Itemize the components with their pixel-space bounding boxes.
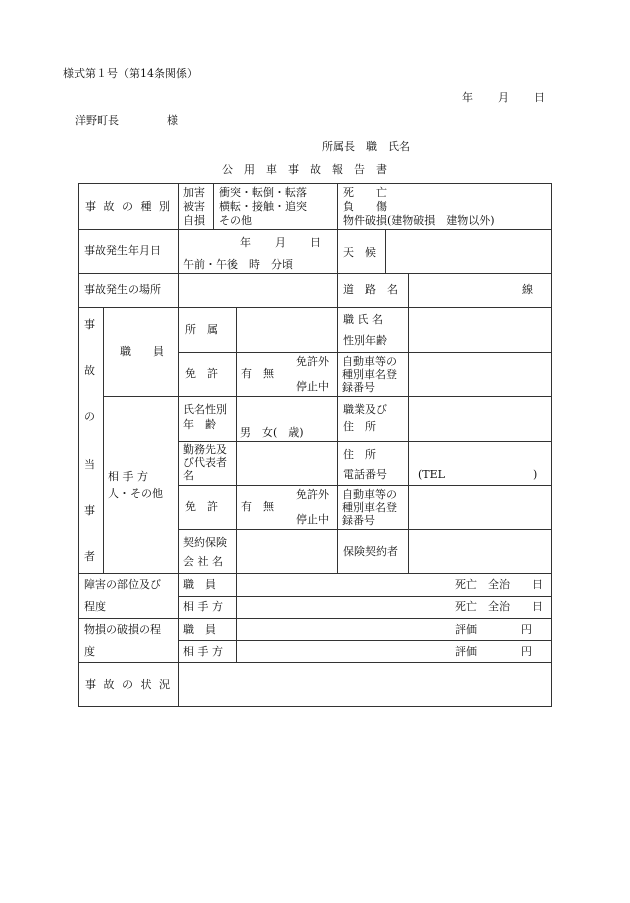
insurance-company-label: 会 社 名 bbox=[183, 555, 223, 568]
staff-license-exempt: 免許外 bbox=[296, 355, 329, 368]
parties-label-char: 事 bbox=[84, 504, 95, 517]
parties-label-char: 事 bbox=[84, 318, 95, 331]
road-suffix: 線 bbox=[522, 283, 533, 296]
injury-other-label: 相 手 方 bbox=[183, 600, 223, 613]
other-vehicle-label: 種別車名登 bbox=[342, 501, 397, 514]
staff-license-label: 免 許 bbox=[185, 367, 218, 380]
accident-time: 午前・午後 時 分頃 bbox=[183, 258, 293, 271]
row-divider bbox=[78, 573, 552, 574]
category-self: 自損 bbox=[183, 214, 205, 227]
column-divider bbox=[236, 573, 237, 662]
form-title: 公 用 車 事 故 報 告 書 bbox=[222, 163, 387, 176]
form-number: 様式第１号（第14条関係） bbox=[63, 67, 198, 80]
damage-label: 物損の破損の程 bbox=[84, 623, 161, 636]
result-injury: 負 傷 bbox=[343, 200, 387, 213]
row-divider bbox=[78, 618, 552, 619]
staff-label: 職 員 bbox=[120, 345, 164, 358]
parties-label-char: 故 bbox=[84, 364, 95, 377]
column-divider bbox=[178, 183, 179, 707]
column-divider bbox=[408, 273, 409, 573]
row-divider bbox=[78, 307, 552, 308]
signer-line: 所属長 職 氏名 bbox=[322, 140, 410, 153]
other-occupation-label: 職業及び bbox=[343, 403, 387, 416]
other-residence-label: 住 所 bbox=[343, 448, 376, 461]
other-party-label: 相 手 方 bbox=[108, 470, 148, 483]
staff-name-label: 職 氏 名 bbox=[343, 313, 383, 326]
other-vehicle-label: 録番号 bbox=[342, 514, 375, 527]
column-divider bbox=[337, 183, 338, 273]
accident-year: 年 bbox=[240, 236, 251, 249]
column-divider bbox=[236, 396, 237, 573]
other-workplace-label: び代表者 bbox=[183, 456, 227, 469]
other-address-label: 住 所 bbox=[343, 420, 376, 433]
injury-staff-note: 死亡 全治 日 bbox=[455, 578, 543, 591]
other-name-label: 氏名性別 bbox=[183, 403, 227, 416]
injury-staff-label: 職 員 bbox=[183, 578, 216, 591]
row-divider bbox=[178, 529, 552, 530]
situation-label: 事 故 の 状 況 bbox=[85, 678, 172, 691]
date-label: 事故発生年月日 bbox=[84, 244, 161, 257]
column-divider bbox=[236, 307, 237, 396]
category-harm: 加害 bbox=[183, 186, 205, 199]
column-divider bbox=[337, 273, 338, 573]
damage-staff-label: 職 員 bbox=[183, 623, 216, 636]
result-death: 死 亡 bbox=[343, 186, 387, 199]
staff-license-suspended: 停止中 bbox=[296, 380, 329, 393]
staff-affiliation-label: 所 属 bbox=[185, 323, 218, 336]
type-rollover: 横転・接触・追突 bbox=[219, 200, 307, 213]
injury-label: 障害の部位及び bbox=[84, 578, 161, 591]
parties-label-char: 者 bbox=[84, 550, 95, 563]
other-sex-age-value: 男 女( 歳) bbox=[240, 426, 304, 439]
date-month: 月 bbox=[498, 91, 509, 104]
column-divider bbox=[385, 229, 386, 273]
addressee-suffix: 様 bbox=[167, 114, 178, 127]
row-divider bbox=[178, 352, 552, 353]
other-age-label: 年 齢 bbox=[183, 418, 216, 431]
weather-label: 天 候 bbox=[343, 246, 376, 259]
row-divider bbox=[78, 273, 552, 274]
parties-label-char: の bbox=[84, 410, 95, 423]
staff-vehicle-label: 録番号 bbox=[342, 381, 375, 394]
type-other: その他 bbox=[219, 214, 252, 227]
staff-vehicle-label: 自動車等の bbox=[342, 355, 397, 368]
staff-license-yes-no: 有 無 bbox=[241, 367, 274, 380]
damage-staff-note: 評価 円 bbox=[455, 623, 532, 636]
other-license-suspended: 停止中 bbox=[296, 513, 329, 526]
damage-label: 度 bbox=[84, 645, 95, 658]
other-phone-label: 電話番号 bbox=[343, 468, 387, 481]
accident-type-label: 事 故 の 種 別 bbox=[85, 200, 172, 213]
parties-label-char: 当 bbox=[84, 458, 95, 471]
row-divider bbox=[178, 485, 552, 486]
row-divider bbox=[178, 441, 552, 442]
accident-day: 日 bbox=[310, 236, 321, 249]
staff-vehicle-label: 種別車名登 bbox=[342, 368, 397, 381]
accident-month: 月 bbox=[275, 236, 286, 249]
date-year: 年 bbox=[462, 91, 473, 104]
type-collision: 衝突・転倒・転落 bbox=[219, 186, 307, 199]
addressee: 洋野町長 bbox=[75, 114, 119, 127]
row-divider bbox=[178, 596, 552, 597]
road-name-label: 道 路 名 bbox=[343, 283, 398, 296]
other-license-exempt: 免許外 bbox=[296, 488, 329, 501]
other-workplace-label: 勤務先及 bbox=[183, 443, 227, 456]
other-license-label: 免 許 bbox=[185, 500, 218, 513]
staff-sex-age-label: 性別年齢 bbox=[343, 334, 387, 347]
other-party-label: 人・その他 bbox=[108, 487, 163, 500]
category-victim: 被害 bbox=[183, 200, 205, 213]
other-license-yes-no: 有 無 bbox=[241, 500, 274, 513]
damage-other-note: 評価 円 bbox=[455, 645, 532, 658]
result-property: 物件破損(建物破損 建物以外) bbox=[343, 214, 495, 227]
other-phone-value: (TEL ) bbox=[418, 468, 538, 481]
column-divider bbox=[213, 183, 214, 229]
other-vehicle-label: 自動車等の bbox=[342, 488, 397, 501]
other-workplace-label: 名 bbox=[183, 469, 194, 482]
location-label: 事故発生の場所 bbox=[84, 283, 161, 296]
row-divider bbox=[178, 640, 552, 641]
row-divider bbox=[78, 229, 552, 230]
injury-other-note: 死亡 全治 日 bbox=[455, 600, 543, 613]
row-divider bbox=[103, 396, 552, 397]
row-divider bbox=[78, 662, 552, 663]
column-divider bbox=[103, 307, 104, 573]
damage-other-label: 相 手 方 bbox=[183, 645, 223, 658]
policyholder-label: 保険契約者 bbox=[343, 545, 398, 558]
insurance-label: 契約保険 bbox=[183, 536, 227, 549]
injury-label: 程度 bbox=[84, 600, 106, 613]
date-day: 日 bbox=[534, 91, 545, 104]
